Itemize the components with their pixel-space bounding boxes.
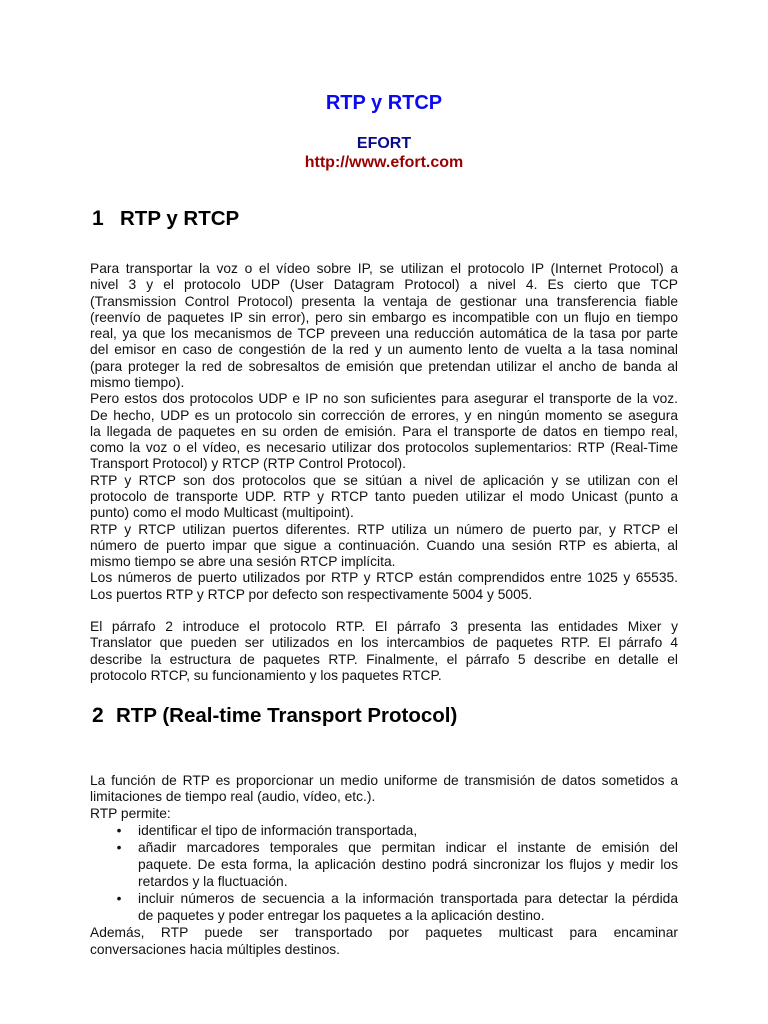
text-line: describe la estructura de paquetes RTP. Finalmente, el párrafo 5 describe en detalle el [90, 651, 678, 667]
text-line: mismo tiempo se abre una sesión RTCP implícita. [90, 554, 396, 570]
bullet-marker: • [116, 890, 122, 906]
paragraph [90, 391, 678, 472]
text-line: conversaciones hacia múltiples destinos. [90, 941, 341, 957]
bullet-list [90, 823, 678, 924]
text-line: paquete. De esta forma, la aplicación destino podrá sincronizar los flujos y medir los [138, 857, 678, 873]
paragraph [90, 522, 678, 571]
text-line: La función de RTP es proporcionar un medio uniforme de transmisión de datos sometidos a [90, 772, 678, 788]
text-line: protocolo RTCP, su funcionamiento y los paquetes RTCP. [90, 668, 442, 684]
text-line: del emisor en caso de congestión de la red y un aumento lento de vuelta a la tasa nominal [90, 342, 678, 358]
list-intro: RTP permite: [90, 806, 171, 822]
paragraph [90, 570, 678, 603]
text-line: RTP y RTCP utilizan puertos diferentes. RTP utiliza un número de puerto par, y RTCP el [90, 521, 678, 537]
text-line: Para transportar la voz o el vídeo sobre IP, se utilizan el protocolo IP (Internet Protocol) a [90, 261, 678, 276]
text-line: identificar el tipo de información transportada, [138, 823, 418, 839]
paragraph [90, 261, 678, 391]
document-url: http://www.efort.com [304, 153, 464, 171]
bullet-marker: • [116, 823, 122, 839]
text-line: Los puertos RTP y RTCP por defecto son respectivamente 5004 y 5005. [90, 586, 533, 602]
paragraph [90, 925, 678, 959]
document-author: EFORT [356, 134, 412, 152]
bullet-marker: • [116, 840, 122, 856]
section-number: 1 [92, 207, 104, 230]
text-line: Los números de puerto utilizados por RTP y RTCP están comprendidos entre 1025 y 65535. [90, 570, 678, 586]
text-line: De hecho, UDP es un protocolo sin corrección de errores, y en ningún momento se asegura [90, 407, 678, 423]
text-line: nivel 3 y el protocolo UDP (User Datagram Protocol) a nivel 4. Es cierto que TCP [90, 277, 678, 293]
section-title: RTP y RTCP [120, 207, 240, 230]
text-line: limitaciones de tiempo real (audio, vídeo, etc.). [90, 789, 376, 805]
text-line: mismo tiempo). [90, 374, 185, 390]
document-title: RTP y RTCP [325, 92, 443, 114]
text-line: El párrafo 2 introduce el protocolo RTP. El párrafo 3 presenta las entidades Mixer y [90, 619, 678, 635]
text-line: (Transmission Control Protocol) presenta la ventaja de gestionar una transferencia fiable [90, 293, 678, 309]
section-heading-1 [0, 205, 768, 233]
text-line: retardos y la fluctuación. [138, 873, 288, 889]
text-line: la llegada de paquetes en su orden de emisión. Para el transporte de datos en tiempo real, [90, 423, 678, 439]
text-line: Translator que pueden ser utilizados en los intercambios de paquetes RTP. El párrafo 4 [90, 635, 678, 651]
text-line: número de puerto impar que sigue a continuación. Cuando una sesión RTP es abierta, al [90, 537, 678, 553]
section-body-1 [90, 261, 678, 684]
list-item [116, 840, 678, 891]
paragraph [90, 619, 678, 684]
paragraph [90, 473, 678, 522]
list-item [116, 823, 678, 840]
text-line: (reenvío de paquetes IP sin error), pero sin embargo es incompatible con un flujo en tiempo [90, 309, 678, 325]
paragraph [90, 806, 678, 823]
text-line: punto) como el modo Multicast (multipoint). [90, 505, 354, 521]
list-item [116, 890, 678, 925]
text-line: (para proteger la red de sobresaltos de emisión que pretendan utilizar el ancho de banda al [90, 358, 678, 374]
text-line: añadir marcadores temporales que permitan indicar el instante de emisión del [138, 840, 678, 856]
text-line: Pero estos dos protocolos UDP e IP no son suficientes para asegurar el transporte de la voz. [90, 391, 678, 407]
text-line: protocolo de transporte UDP. RTP y RTCP tanto pueden utilizar el modo Unicast (punto a [90, 488, 678, 504]
text-line: Transport Protocol) y RTCP (RTP Control Protocol). [90, 456, 406, 472]
section-body-2 [90, 773, 678, 959]
section-number: 2 [92, 704, 104, 727]
text-line: incluir números de secuencia a la información transportada para detectar la pérdida [138, 890, 678, 906]
text-line: Además, RTP puede ser transportado por paquetes multicast para encaminar [90, 924, 678, 940]
text-line: como la voz o el vídeo, es necesario utilizar dos protocolos suplementarios: RTP (Real-Time [90, 440, 678, 456]
text-line: real, ya que los mecanismos de TCP preveen una reducción automática de la tasa por parte [90, 326, 678, 342]
text-line: RTP y RTCP son dos protocolos que se sitúan a nivel de aplicación y se utilizan con el [90, 472, 678, 488]
section-heading-2 [0, 702, 768, 730]
paragraph [90, 773, 678, 807]
section-title: RTP (Real-time Transport Protocol) [116, 704, 458, 727]
text-line: de paquetes y poder entregar los paquetes a la aplicación destino. [138, 907, 545, 923]
